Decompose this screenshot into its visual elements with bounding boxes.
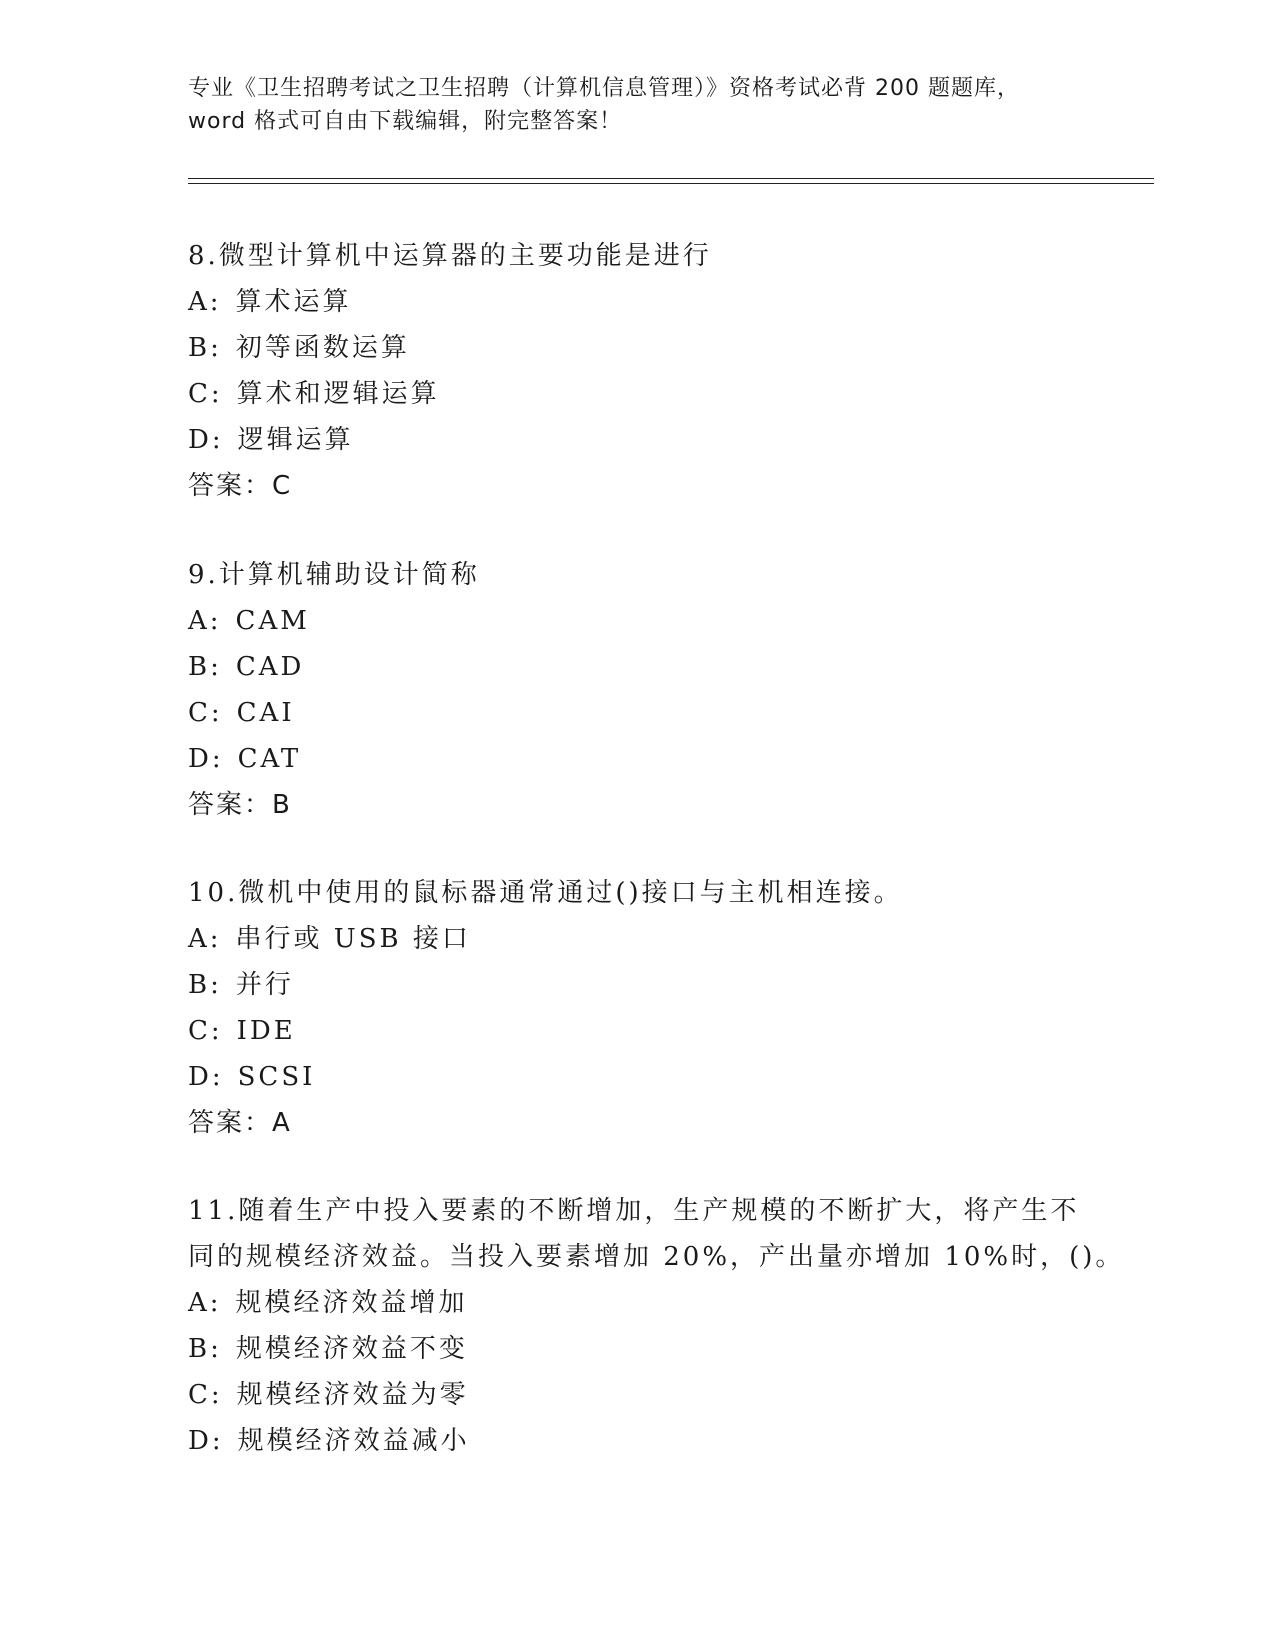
option-letter: D: [188,425,224,455]
question-stem: 10.微机中使用的鼠标器通常通过()接口与主机相连接。 [188,878,903,908]
option-d [188,1054,1088,1100]
option-text: SCSI [237,1062,316,1092]
option-d [188,417,1088,463]
answer-line: 答案：B [188,790,292,820]
option-text: CAT [237,744,302,774]
option-text: 算术和逻辑运算 [236,379,440,409]
option-c [188,690,1088,736]
option-a [188,916,1088,962]
header-line-1: 专业《卫生招聘考试之卫生招聘（计算机信息管理）》资格考试必背 200 题题库， [188,76,1020,101]
question-9 [188,552,1088,828]
option-c [188,1372,1088,1418]
header-divider-top [188,178,1154,179]
option-letter: C: [188,379,223,409]
option-letter: D: [188,1426,224,1456]
option-b [188,325,1088,371]
document-header [188,72,1088,138]
question-8 [188,233,1088,509]
option-letter: A: [188,287,222,317]
option-letter: B: [188,652,222,682]
option-text: 并行 [235,970,294,1000]
option-text: CAM [235,606,310,636]
question-stem: 9.计算机辅助设计简称 [188,560,480,590]
option-letter: D: [188,744,224,774]
option-letter: C: [188,1380,223,1410]
option-text: 串行或 USB 接口 [235,924,471,954]
option-text: 规模经济效益为零 [236,1380,469,1410]
question-stem-line-1: 11.随着生产中投入要素的不断增加，生产规模的不断扩大，将产生不 [188,1196,1080,1226]
option-letter: C: [188,698,223,728]
option-a [188,1280,1088,1326]
option-text: 算术运算 [235,287,352,317]
option-text: IDE [236,1016,296,1046]
option-c [188,371,1088,417]
option-letter: B: [188,970,222,1000]
option-text: 规模经济效益增加 [235,1288,468,1318]
header-divider-bottom [188,183,1154,184]
option-b [188,1326,1088,1372]
option-letter: C: [188,1016,223,1046]
option-letter: B: [188,1334,222,1364]
answer-line: 答案：A [188,1108,292,1138]
option-b [188,644,1088,690]
header-line-2: word 格式可自由下载编辑，附完整答案！ [188,109,623,134]
option-letter: A: [188,1288,222,1318]
answer-line: 答案：C [188,471,293,501]
option-letter: A: [188,606,222,636]
option-text: CAI [236,698,295,728]
option-letter: D: [188,1062,224,1092]
option-text: 规模经济效益减小 [237,1426,470,1456]
option-letter: B: [188,333,222,363]
question-stem: 8.微型计算机中运算器的主要功能是进行 [188,241,712,271]
option-d [188,736,1088,782]
option-text: CAD [235,652,305,682]
option-text: 规模经济效益不变 [235,1334,468,1364]
question-stem-line-2: 同的规模经济效益。当投入要素增加 20%，产出量亦增加 10%时，()。 [188,1242,1125,1272]
option-text: 初等函数运算 [235,333,410,363]
option-a [188,279,1088,325]
option-letter: A: [188,924,222,954]
option-b [188,962,1088,1008]
question-10 [188,870,1088,1146]
question-11 [188,1188,1125,1464]
option-a [188,598,1088,644]
option-text: 逻辑运算 [237,425,354,455]
option-d [188,1418,1088,1464]
option-c [188,1008,1088,1054]
